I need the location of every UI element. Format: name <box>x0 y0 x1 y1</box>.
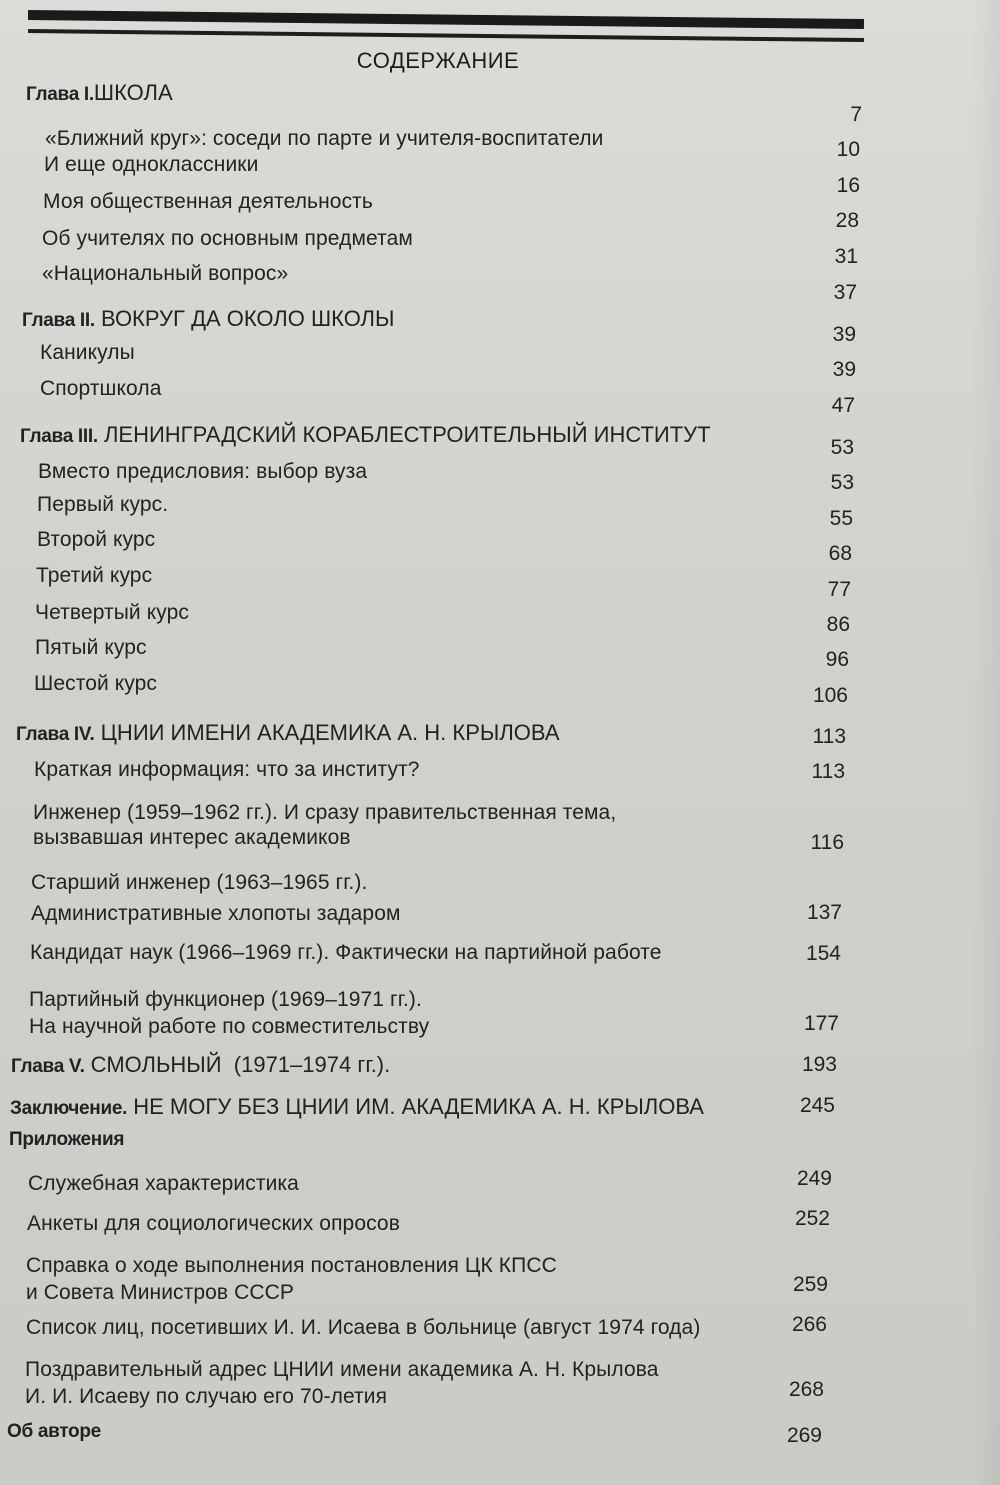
chapter-2-heading <box>22 307 394 333</box>
toc-entry: «Национальный вопрос» <box>42 262 289 285</box>
chapter-4-title: ЦНИИ ИМЕНИ АКАДЕМИКА А. Н. КРЫЛОВА <box>100 720 560 745</box>
page-number: 106 <box>812 684 848 707</box>
about-author-heading <box>7 1418 101 1444</box>
chapter-2-label: Глава II. <box>22 310 95 331</box>
page-number: 10 <box>836 138 860 161</box>
page-number: 31 <box>834 245 858 268</box>
toc-entry-line: и Совета Министров СССР <box>26 1281 295 1304</box>
page-number: 177 <box>803 1012 839 1035</box>
chapter-3-heading <box>20 423 711 449</box>
page-number: 249 <box>796 1167 832 1190</box>
chapter-1-title: ШКОЛА <box>93 80 173 105</box>
toc-entry: Четвертый курс <box>35 601 189 624</box>
chapter-3-label: Глава III. <box>20 426 98 447</box>
page-number: 39 <box>832 358 856 381</box>
page-number: 47 <box>831 394 855 417</box>
page-number: 68 <box>828 542 852 565</box>
toc-entry <box>25 1357 659 1409</box>
toc-entry: Моя общественная деятельность <box>43 190 373 213</box>
toc-entry: Шестой курс <box>34 672 158 695</box>
page-number: 16 <box>836 174 860 197</box>
appendices-heading <box>9 1126 124 1152</box>
page-number: 113 <box>812 725 846 748</box>
toc-entry: Второй курс <box>37 528 156 551</box>
chapter-2-title: ВОКРУГ ДА ОКОЛО ШКОЛЫ <box>101 306 395 331</box>
chapter-1-heading <box>26 81 173 107</box>
page-number: 53 <box>830 436 854 459</box>
toc-entry-line: Партийный функционер (1969–1971 гг.). <box>29 988 422 1011</box>
page-number: 154 <box>805 942 841 965</box>
page-number: 39 <box>832 323 856 346</box>
toc-entry: Первый курс. <box>37 493 169 516</box>
page-number: 28 <box>835 209 859 232</box>
chapter-5-heading <box>11 1053 390 1079</box>
toc-entry <box>26 1253 557 1305</box>
page-number: 266 <box>791 1313 827 1336</box>
appendices-label: Приложения <box>9 1129 125 1150</box>
toc-entry-line: И. И. Исаеву по случаю его 70-летия <box>25 1385 388 1408</box>
page-number: 116 <box>810 831 844 854</box>
page-number: 137 <box>806 901 842 924</box>
page-number: 53 <box>830 471 854 494</box>
toc-entry: Вместо предисловия: выбор вуза <box>38 460 368 483</box>
chapter-3-title: ЛЕНИНГРАДСКИЙ КОРАБЛЕСТРОИТЕЛЬНЫЙ ИНСТИТУТ <box>103 422 711 447</box>
page-number: 245 <box>799 1094 835 1117</box>
toc-entry-line: Инженер (1959–1962 гг.). И сразу правительственная тема, <box>33 801 617 824</box>
page-number: 252 <box>794 1207 830 1230</box>
page-number: 55 <box>829 507 853 530</box>
toc-entry <box>33 800 616 850</box>
chapter-5-title: СМОЛЬНЫЙ (1971–1974 гг.). <box>90 1052 391 1077</box>
toc-entry <box>29 987 429 1039</box>
conclusion-title: НЕ МОГУ БЕЗ ЦНИИ ИМ. АКАДЕМИКА А. Н. КРЫЛОВА <box>133 1094 704 1119</box>
toc-entry: Спортшкола <box>40 377 162 400</box>
toc-entry: Краткая информация: что за институт? <box>34 758 420 781</box>
page-number: 7 <box>850 103 862 126</box>
page-number: 77 <box>827 578 851 601</box>
chapter-4-label: Глава IV. <box>16 724 95 745</box>
page-number: 268 <box>788 1378 824 1401</box>
toc-entry: Пятый курс <box>35 636 147 659</box>
toc-entry-line: Административные хлопоты задаром <box>31 902 401 925</box>
page-number: 259 <box>792 1273 828 1296</box>
toc-entry: «Ближний круг»: соседи по парте и учителя-воспитатели <box>45 127 604 150</box>
page-number: 37 <box>833 281 857 304</box>
toc-entry-line: Поздравительный адрес ЦНИИ имени академика А. Н. Крылова <box>25 1358 659 1381</box>
toc-entry: И еще одноклассники <box>44 153 259 176</box>
toc-entry: Третий курс <box>36 564 153 587</box>
page-number: 86 <box>826 613 850 636</box>
chapter-5-label: Глава V. <box>11 1056 85 1077</box>
toc-entry: Служебная характеристика <box>28 1172 299 1195</box>
toc-entry: Анкеты для социологических опросов <box>27 1212 400 1235</box>
toc-entry-line: Справка о ходе выполнения постановления ЦК КПСС <box>26 1254 557 1277</box>
chapter-4-heading <box>16 721 560 747</box>
page-number: 113 <box>811 760 845 783</box>
chapter-1-label: Глава I. <box>26 84 94 105</box>
page-title: СОДЕРЖАНИЕ <box>356 48 520 73</box>
toc-entry: Об учителях по основным предметам <box>42 227 413 250</box>
about-author-label: Об авторе <box>7 1421 101 1442</box>
toc-entry: Кандидат наук (1966–1969 гг.). Фактически на партийной работе <box>30 941 662 964</box>
conclusion-label: Заключение. <box>10 1098 128 1119</box>
toc-entry-line: На научной работе по совместительству <box>29 1015 430 1038</box>
page-number: 193 <box>801 1053 837 1076</box>
page-number: 269 <box>786 1424 822 1447</box>
toc-entry-line: Старший инженер (1963–1965 гг.). <box>31 871 368 894</box>
toc-entry <box>31 870 401 926</box>
toc-entry: Каникулы <box>40 341 135 364</box>
toc-entry: Список лиц, посетивших И. И. Исаева в больнице (август 1974 года) <box>26 1316 701 1339</box>
page-number: 96 <box>825 648 849 671</box>
toc-entry-line: вызвавшая интерес академиков <box>33 826 351 849</box>
conclusion-heading <box>10 1095 704 1121</box>
